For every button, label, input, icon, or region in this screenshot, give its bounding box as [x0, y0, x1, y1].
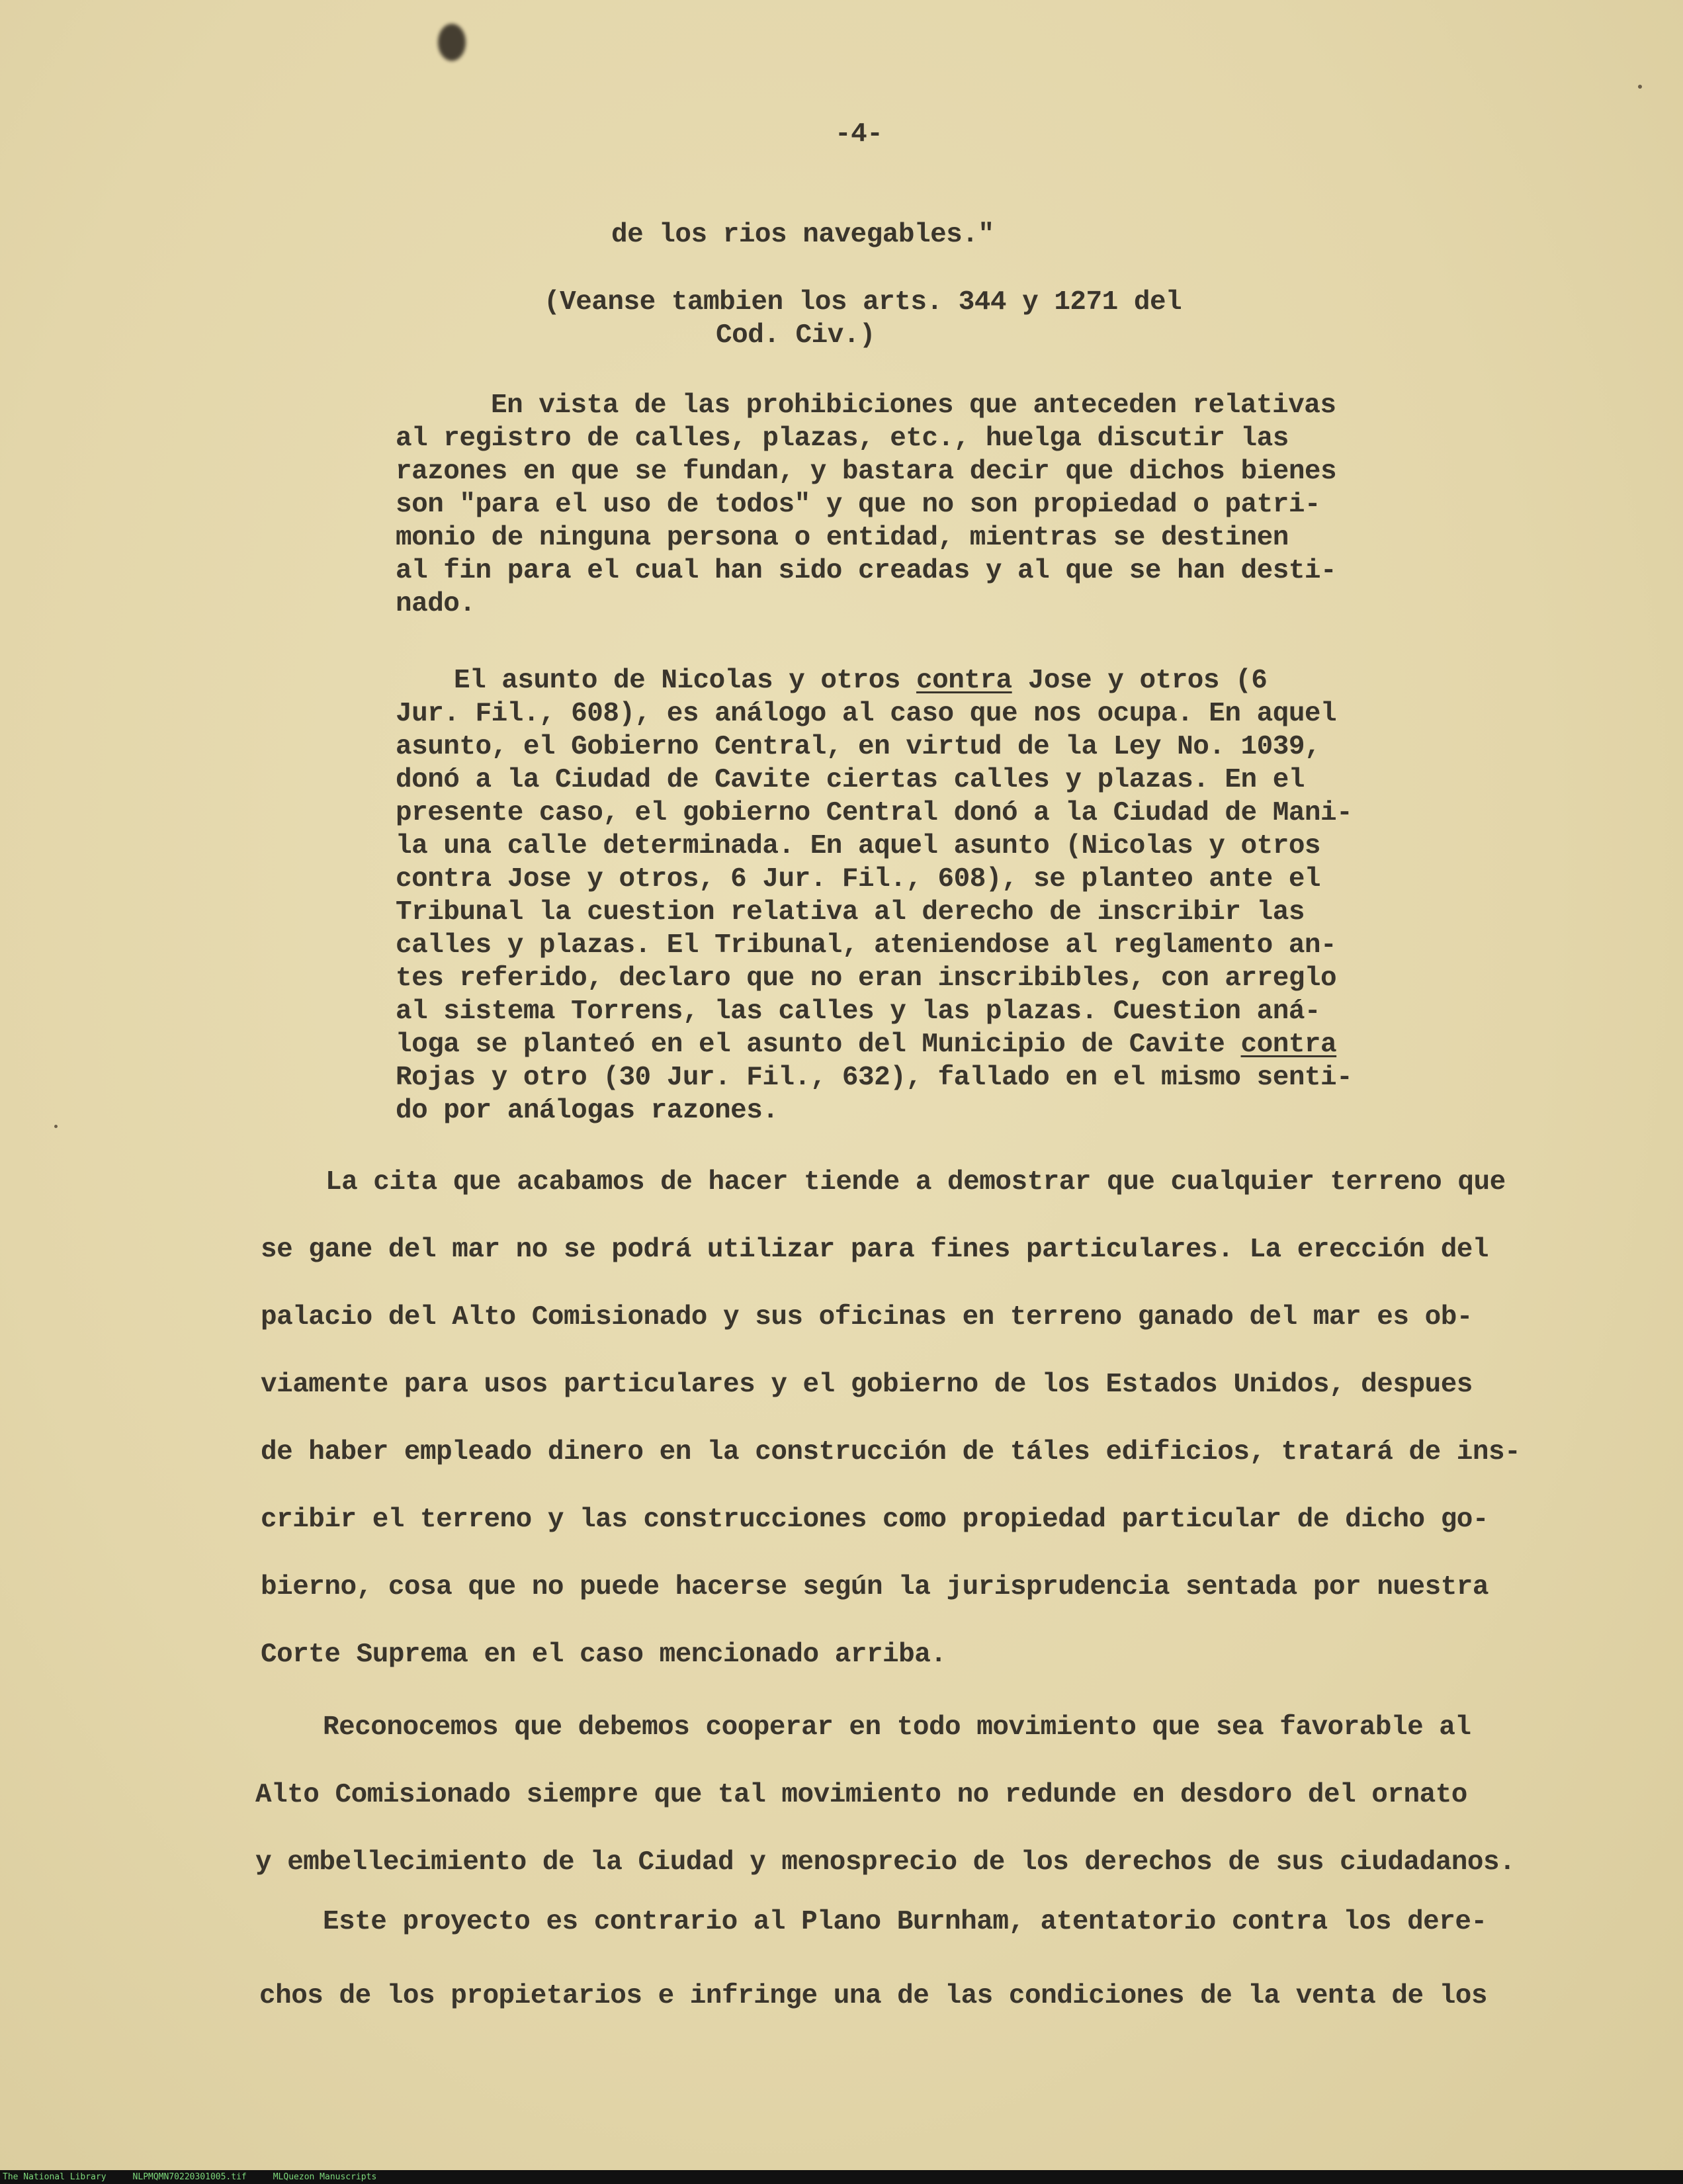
quote-para2-line: calles y plazas. El Tribunal, ateniendose al reglamento an-	[396, 930, 1337, 961]
body-para2-line: y embellecimiento de la Ciudad y menosprecio de los derechos de sus ciudadanos.	[255, 1847, 1516, 1878]
body-para1-line: La cita que acabamos de hacer tiende a demostrar que cualquier terreno que	[325, 1167, 1506, 1198]
body-para1-line: bierno, cosa que no puede hacerse según la jurisprudencia sentada por nuestra	[261, 1572, 1489, 1602]
quote-para2-line: donó a la Ciudad de Cavite ciertas calles y plazas. En el	[396, 765, 1305, 795]
quote-para1-line: al fin para el cual han sido creadas y al que se han desti-	[396, 556, 1337, 586]
body-para1-line: viamente para usos particulares y el gobierno de los Estados Unidos, despues	[261, 1370, 1473, 1400]
footer-library: The National Library	[3, 2172, 107, 2182]
page-number: -4-	[835, 119, 883, 150]
body-para1-line: Corte Suprema en el caso mencionado arriba.	[261, 1639, 947, 1670]
quote-para2-line	[454, 664, 1267, 697]
body-para1-line: se gane del mar no se podrá utilizar para fines particulares. La erección del	[261, 1235, 1489, 1265]
quote-para1-line: razones en que se fundan, y bastara decir que dichos bienes	[396, 457, 1337, 487]
quote-para2-line: presente caso, el gobierno Central donó a la Ciudad de Mani-	[396, 798, 1353, 828]
footer-filename: NLPMQMN70220301005.tif	[132, 2172, 247, 2182]
quote-para2-line: Jur. Fil., 608), es análogo al caso que nos ocupa. En aquel	[396, 699, 1337, 729]
body-para2-line: Alto Comisionado siempre que tal movimiento no redunde en desdoro del ornato	[255, 1780, 1467, 1810]
quote-para2-line: al sistema Torrens, las calles y las plazas. Cuestion aná-	[396, 996, 1321, 1027]
quote-para2-line: do por análogas razones.	[396, 1096, 779, 1126]
paper-speck	[54, 1125, 58, 1128]
quote-para1-line: En vista de las prohibiciones que anteceden relativas	[491, 390, 1336, 421]
body-para3-line: chos de los propietarios e infringe una de las condiciones de la venta de los	[259, 1981, 1488, 2011]
see-also-line-1: (Veanse tambien los arts. 344 y 1271 del	[544, 287, 1182, 318]
quote-para2-line: asunto, el Gobierno Central, en virtud de la Ley No. 1039,	[396, 732, 1321, 762]
text-run: loga se planteó en el asunto del Municipio de Cavite	[396, 1029, 1241, 1060]
quote-para2-line	[396, 1028, 1336, 1061]
quote-para1-line: monio de ninguna persona o entidad, mientras se destinen	[396, 523, 1289, 553]
quote-para2-line: tes referido, declaro que no eran inscribibles, con arreglo	[396, 963, 1337, 994]
quote-end-line: de los rios navegables."	[611, 220, 994, 250]
body-para1-line: cribir el terreno y las construcciones como propiedad particular de dicho go-	[261, 1505, 1489, 1535]
ink-blot	[438, 24, 466, 61]
quote-para2-line: la una calle determinada. En aquel asunto (Nicolas y otros	[396, 831, 1321, 861]
see-also-line-2: Cod. Civ.)	[716, 320, 876, 351]
scan-footer-bar	[0, 2170, 1683, 2184]
quote-para2-line: Rojas y otro (30 Jur. Fil., 632), fallado en el mismo senti-	[396, 1063, 1353, 1093]
quote-para1-line: nado.	[396, 589, 476, 619]
quote-para2-line: Tribunal la cuestion relativa al derecho de inscribir las	[396, 897, 1305, 928]
underlined-word: contra	[1240, 1029, 1337, 1060]
body-para3-line: Este proyecto es contrario al Plano Burnham, atentatorio contra los dere-	[323, 1907, 1487, 1937]
underlined-word: contra	[916, 666, 1012, 696]
footer-collection: MLQuezon Manuscripts	[273, 2172, 377, 2182]
text-run: El asunto de Nicolas y otros	[454, 666, 917, 696]
quote-para1-line: al registro de calles, plazas, etc., huelga discutir las	[396, 423, 1289, 454]
text-run: Jose y otros (6	[1012, 666, 1268, 696]
quote-para1-line: son "para el uso de todos" y que no son propiedad o patri-	[396, 490, 1321, 520]
body-para1-line: palacio del Alto Comisionado y sus oficinas en terreno ganado del mar es ob-	[261, 1302, 1473, 1332]
body-para1-line: de haber empleado dinero en la construcción de táles edificios, tratará de ins-	[261, 1437, 1521, 1467]
quote-para2-line: contra Jose y otros, 6 Jur. Fil., 608), se planteo ante el	[396, 864, 1321, 895]
paper-speck	[1638, 85, 1642, 89]
body-para2-line: Reconocemos que debemos cooperar en todo movimiento que sea favorable al	[323, 1712, 1471, 1743]
